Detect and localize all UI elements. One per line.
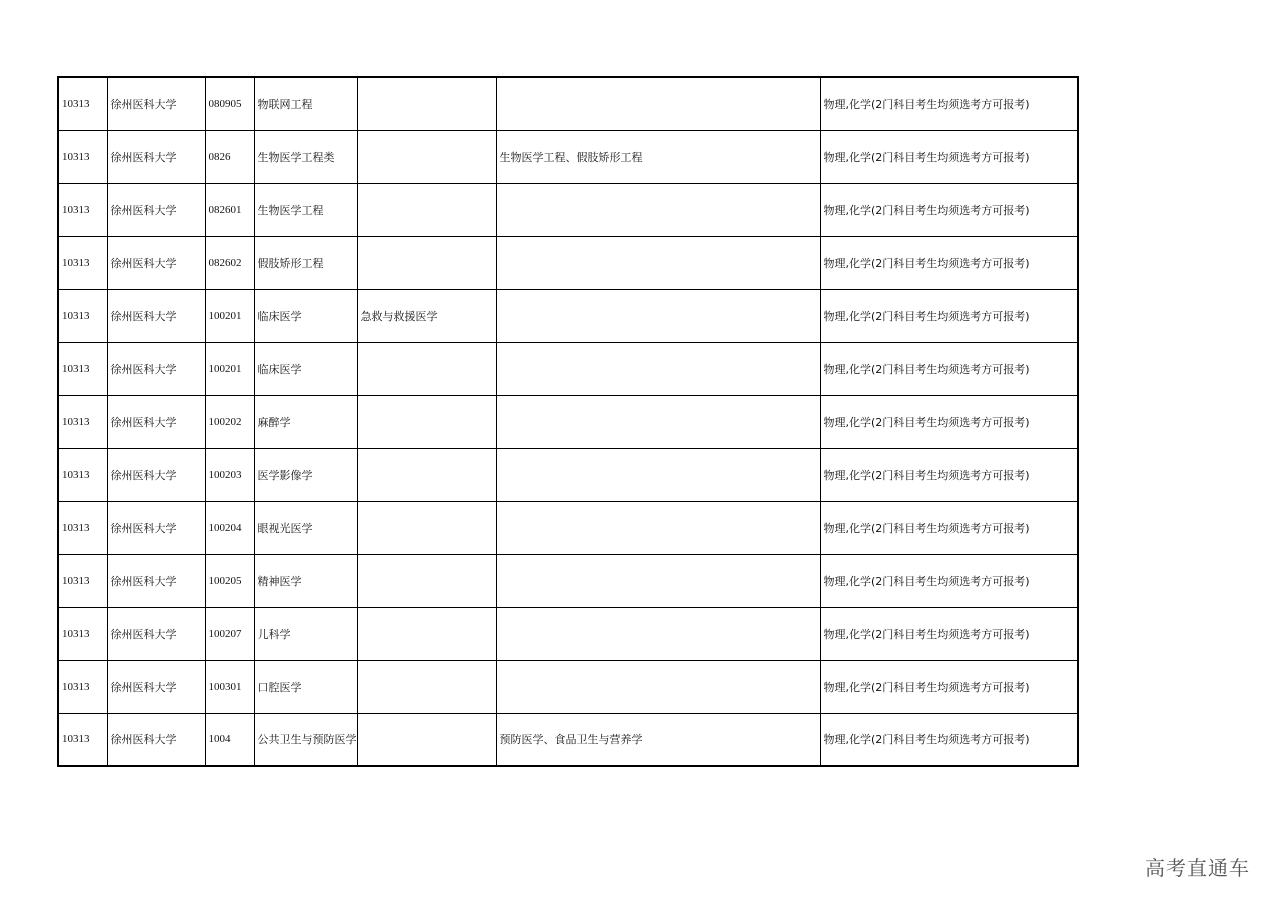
table-row	[58, 236, 1078, 289]
direction-cell	[357, 395, 496, 448]
requirement-cell: 物理,化学(2门科目考生均须选考方可报考)	[820, 501, 1078, 554]
major-name-cell: 儿科学	[254, 607, 357, 660]
includes-cell: 预防医学、食品卫生与营养学	[496, 713, 820, 766]
major-name-cell: 精神医学	[254, 554, 357, 607]
table-row	[58, 130, 1078, 183]
table-row	[58, 289, 1078, 342]
table-row	[58, 448, 1078, 501]
school-code-cell: 10313	[58, 660, 107, 713]
school-code-cell: 10313	[58, 289, 107, 342]
table-row	[58, 660, 1078, 713]
requirement-cell: 物理,化学(2门科目考生均须选考方可报考)	[820, 183, 1078, 236]
direction-cell	[357, 183, 496, 236]
direction-cell	[357, 130, 496, 183]
school-code-cell: 10313	[58, 395, 107, 448]
requirement-cell: 物理,化学(2门科目考生均须选考方可报考)	[820, 289, 1078, 342]
includes-cell	[496, 289, 820, 342]
direction-cell	[357, 660, 496, 713]
school-name-cell: 徐州医科大学	[107, 342, 205, 395]
requirement-cell: 物理,化学(2门科目考生均须选考方可报考)	[820, 342, 1078, 395]
major-code-cell: 100204	[205, 501, 254, 554]
school-name-cell: 徐州医科大学	[107, 183, 205, 236]
school-code-cell: 10313	[58, 554, 107, 607]
table-row	[58, 183, 1078, 236]
major-code-cell: 100201	[205, 289, 254, 342]
includes-cell	[496, 607, 820, 660]
major-name-cell: 眼视光医学	[254, 501, 357, 554]
includes-cell	[496, 660, 820, 713]
admission-table	[57, 76, 1079, 767]
school-name-cell: 徐州医科大学	[107, 130, 205, 183]
major-code-cell: 1004	[205, 713, 254, 766]
direction-cell	[357, 607, 496, 660]
school-name-cell: 徐州医科大学	[107, 395, 205, 448]
table-row	[58, 554, 1078, 607]
table-row	[58, 342, 1078, 395]
school-code-cell: 10313	[58, 236, 107, 289]
school-name-cell: 徐州医科大学	[107, 713, 205, 766]
school-name-cell: 徐州医科大学	[107, 501, 205, 554]
school-name-cell: 徐州医科大学	[107, 77, 205, 130]
major-name-cell: 临床医学	[254, 342, 357, 395]
major-code-cell: 080905	[205, 77, 254, 130]
school-code-cell: 10313	[58, 130, 107, 183]
direction-cell	[357, 713, 496, 766]
requirement-cell: 物理,化学(2门科目考生均须选考方可报考)	[820, 607, 1078, 660]
includes-cell	[496, 554, 820, 607]
major-name-cell: 口腔医学	[254, 660, 357, 713]
includes-cell	[496, 501, 820, 554]
includes-cell: 生物医学工程、假肢矫形工程	[496, 130, 820, 183]
direction-cell	[357, 501, 496, 554]
requirement-cell: 物理,化学(2门科目考生均须选考方可报考)	[820, 77, 1078, 130]
requirement-cell: 物理,化学(2门科目考生均须选考方可报考)	[820, 660, 1078, 713]
major-code-cell: 100201	[205, 342, 254, 395]
school-code-cell: 10313	[58, 342, 107, 395]
table-row	[58, 607, 1078, 660]
requirement-cell: 物理,化学(2门科目考生均须选考方可报考)	[820, 448, 1078, 501]
school-name-cell: 徐州医科大学	[107, 448, 205, 501]
table-row	[58, 713, 1078, 766]
major-name-cell: 医学影像学	[254, 448, 357, 501]
table-row	[58, 395, 1078, 448]
major-code-cell: 082602	[205, 236, 254, 289]
major-name-cell: 物联网工程	[254, 77, 357, 130]
table-row	[58, 77, 1078, 130]
includes-cell	[496, 342, 820, 395]
school-name-cell: 徐州医科大学	[107, 236, 205, 289]
major-name-cell: 公共卫生与预防医学	[254, 713, 357, 766]
school-name-cell: 徐州医科大学	[107, 607, 205, 660]
requirement-cell: 物理,化学(2门科目考生均须选考方可报考)	[820, 130, 1078, 183]
major-code-cell: 100202	[205, 395, 254, 448]
school-name-cell: 徐州医科大学	[107, 289, 205, 342]
includes-cell	[496, 395, 820, 448]
school-code-cell: 10313	[58, 448, 107, 501]
school-code-cell: 10313	[58, 501, 107, 554]
school-code-cell: 10313	[58, 713, 107, 766]
major-code-cell: 100207	[205, 607, 254, 660]
major-code-cell: 100205	[205, 554, 254, 607]
major-name-cell: 临床医学	[254, 289, 357, 342]
direction-cell	[357, 554, 496, 607]
requirement-cell: 物理,化学(2门科目考生均须选考方可报考)	[820, 713, 1078, 766]
major-name-cell: 麻醉学	[254, 395, 357, 448]
major-code-cell: 0826	[205, 130, 254, 183]
school-code-cell: 10313	[58, 77, 107, 130]
includes-cell	[496, 236, 820, 289]
direction-cell: 急救与救援医学	[357, 289, 496, 342]
major-code-cell: 100301	[205, 660, 254, 713]
school-name-cell: 徐州医科大学	[107, 660, 205, 713]
major-name-cell: 生物医学工程	[254, 183, 357, 236]
requirement-cell: 物理,化学(2门科目考生均须选考方可报考)	[820, 236, 1078, 289]
table-row	[58, 501, 1078, 554]
direction-cell	[357, 236, 496, 289]
includes-cell	[496, 77, 820, 130]
school-name-cell: 徐州医科大学	[107, 554, 205, 607]
major-code-cell: 082601	[205, 183, 254, 236]
major-name-cell: 假肢矫形工程	[254, 236, 357, 289]
direction-cell	[357, 448, 496, 501]
major-name-cell: 生物医学工程类	[254, 130, 357, 183]
school-code-cell: 10313	[58, 607, 107, 660]
major-code-cell: 100203	[205, 448, 254, 501]
table-body	[58, 77, 1078, 766]
requirement-cell: 物理,化学(2门科目考生均须选考方可报考)	[820, 554, 1078, 607]
direction-cell	[357, 77, 496, 130]
direction-cell	[357, 342, 496, 395]
school-code-cell: 10313	[58, 183, 107, 236]
watermark-text: 高考直通车	[1145, 856, 1250, 880]
requirement-cell: 物理,化学(2门科目考生均须选考方可报考)	[820, 395, 1078, 448]
includes-cell	[496, 183, 820, 236]
includes-cell	[496, 448, 820, 501]
